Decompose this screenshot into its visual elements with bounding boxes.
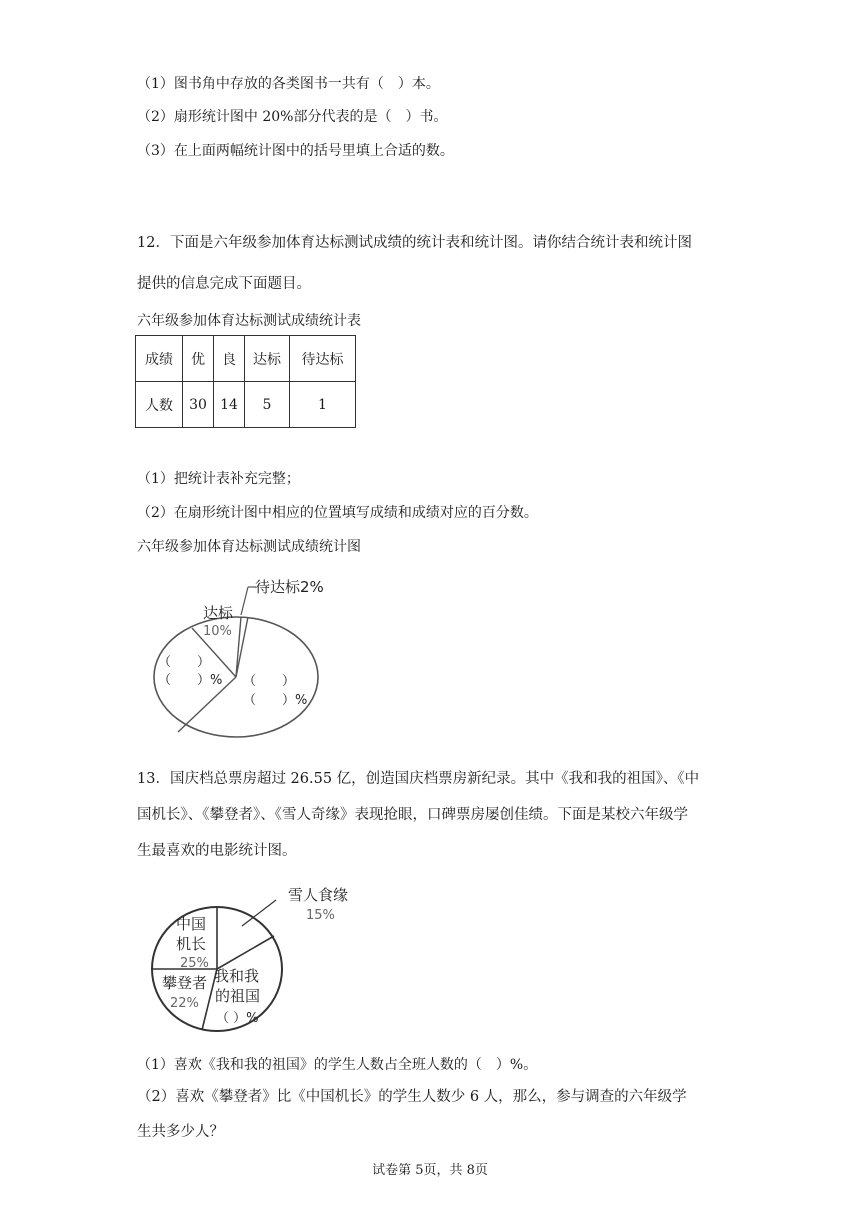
q12-chart-title: 六年级参加体育达标测试成绩统计图 [137,539,361,555]
q13-sub1: （1）喜欢《我和我的祖国》的学生人数占全班人数的（ ）%。 [137,1057,538,1073]
table-cell: 5 [245,382,290,428]
table-cell: 30 [183,382,214,428]
q13-sub2-line1: （2）喜欢《攀登者》比《中国机长》的学生人数少 6 人，那么，参与调查的六年级学 [137,1089,687,1105]
label-captain-pct: 25% [180,956,209,971]
label-left-2: （ ）% [158,673,223,688]
label-snowman-name: 雪人食缘 [288,886,349,904]
label-snowman-pct: 15% [306,908,335,923]
q12-stem-line1: 12．下面是六年级参加体育达标测试成绩的统计表和统计图。请你结合统计表和统计图 [137,235,692,251]
label-captain-1: 中国 [176,915,207,933]
page-footer: 试卷第 5页，共 8页 [372,1163,488,1178]
table-cell: 1 [290,382,356,428]
q12-stem-line2: 提供的信息完成下面题目。 [137,276,311,292]
label-motherland-pct: （ ）% [216,1011,259,1026]
label-right-2: （ ）% [243,693,308,708]
q13-sub2-line2: 生共多少人？ [137,1124,224,1140]
label-left-1: （ ） [158,655,211,670]
q11-sub3: （3）在上面两幅统计图中的括号里填上合适的数。 [137,143,454,159]
movie-pie-chart [140,880,380,1040]
label-pending: 待达标2% [255,578,324,596]
label-climber-name: 攀登者 [162,974,208,992]
q13-stem-line3: 生最喜欢的电影统计图。 [137,843,297,859]
q12-sub1: （1）把统计表补充完整； [137,471,300,487]
label-captain-2: 机长 [176,935,207,953]
score-pie-chart [140,570,340,740]
label-right-1: （ ） [243,674,296,689]
table-header-row [136,336,356,382]
label-motherland-2: 的祖国 [215,987,261,1005]
score-table [135,335,356,428]
table-cell: 良 [214,336,245,382]
label-pass-pct: 10% [203,624,232,639]
label-pass-name: 达标 [203,604,234,622]
label-climber-pct: 22% [170,996,199,1011]
q11-sub1: （1）图书角中存放的各类图书一共有（ ）本。 [137,76,440,92]
q12-table-title: 六年级参加体育达标测试成绩统计表 [137,313,361,329]
table-cell: 人数 [136,382,183,428]
leader-line-pending [241,587,248,615]
q13-stem-line2: 国机长》、《攀登者》、《雪人奇缘》表现抢眼，口碑票房屡创佳绩。下面是某校六年级学 [137,807,688,823]
table-cell: 待达标 [290,336,356,382]
table-row [136,382,356,428]
label-motherland-1: 我和我 [214,967,260,985]
table-cell: 14 [214,382,245,428]
table-cell: 优 [183,336,214,382]
table-cell: 成绩 [136,336,183,382]
q13-stem-line1: 13．国庆档总票房超过 26.55 亿，创造国庆档票房新纪录。其中《我和我的祖国》、《中 [137,771,700,787]
q12-sub2: （2）在扇形统计图中相应的位置填写成绩和成绩对应的百分数。 [137,505,538,521]
pie-divider-upper-right [217,936,274,969]
q11-sub2: （2）扇形统计图中 20%部分代表的是（ ）书。 [137,109,448,125]
table-cell: 达标 [245,336,290,382]
